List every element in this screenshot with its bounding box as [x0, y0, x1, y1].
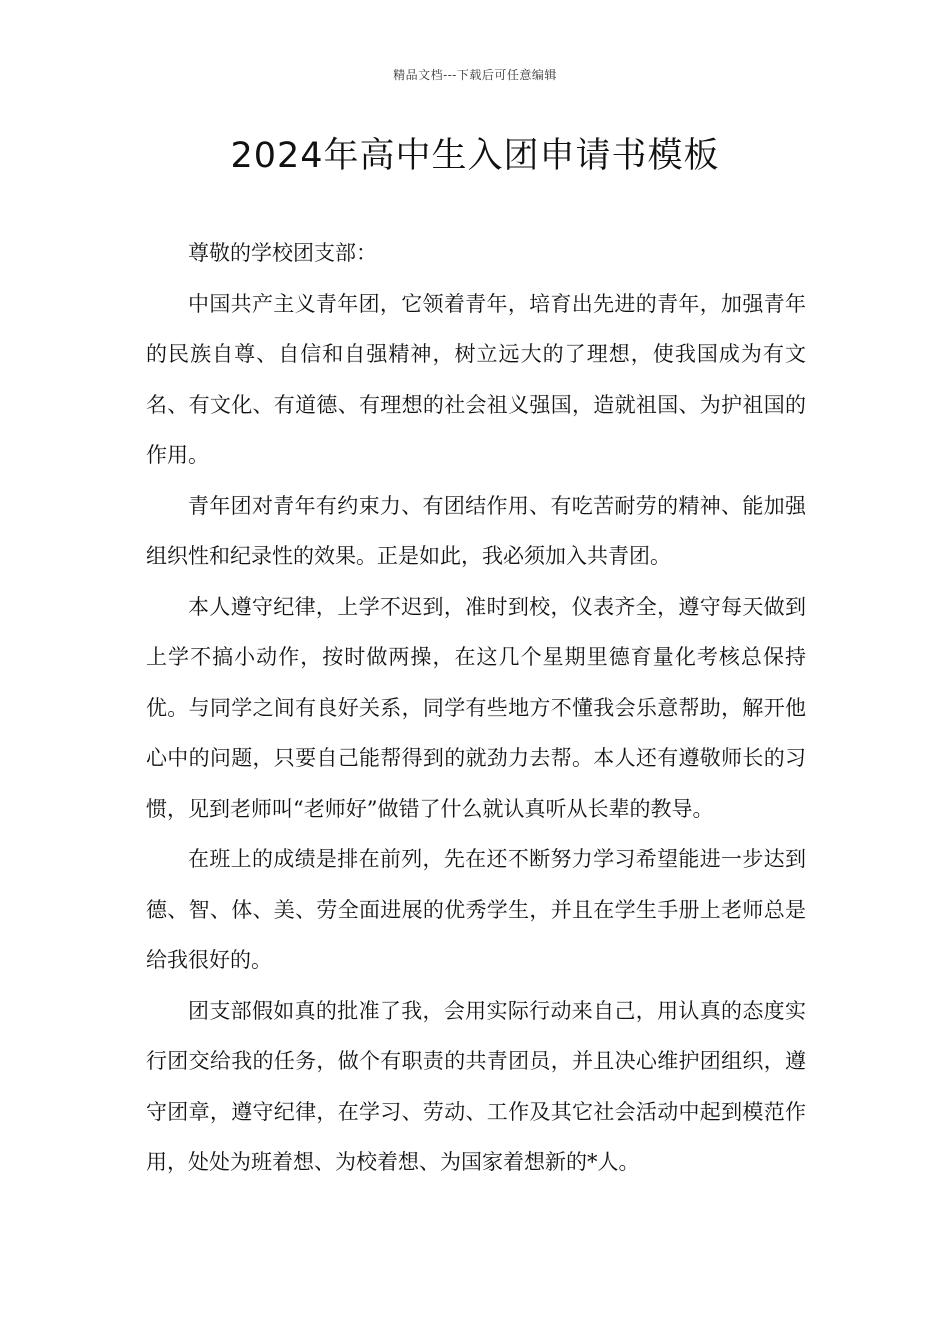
document-body — [146, 228, 806, 1188]
paragraph-1: 中国共产主义青年团，它领着青年，培育出先进的青年，加强青年的民族自尊、自信和自强精神，树立远大的了理想，使我国成为有文名、有文化、有道德、有理想的社会祖义强国，造就祖国、为护祖国的作用。 — [146, 291, 806, 467]
salutation: 尊敬的学校团支部： — [188, 241, 377, 265]
paragraph-3: 本人遵守纪律，上学不迟到，准时到校，仪表齐全，遵守每天做到上学不搞小动作，按时做两操，在这几个星期里德育量化考核总保持优。与同学之间有良好关系，同学有些地方不懂我会乐意帮助，解开他心中的问题，只要自己能帮得到的就劲力去帮。本人还有遵敬师长的习惯，见到老师叫“老师好”做错了什么就认真听从长辈的教导。 — [146, 594, 806, 821]
paragraph-5: 团支部假如真的批准了我，会用实际行动来自己，用认真的态度实行团交给我的任务，做个有职责的共青团员，并且决心维护团组织，遵守团章，遵守纪律，在学习、劳动、工作及其它社会活动中起到模范作用，处处为班着想、为校着想、为国家着想新的*人。 — [146, 998, 806, 1174]
document-title: 2024年高中生入团申请书模板 — [230, 136, 720, 176]
header-note: 精品文档---下载后可任意编辑 — [393, 68, 557, 82]
paragraph-4: 在班上的成绩是排在前列，先在还不断努力学习希望能进一步达到德、智、体、美、劳全面进展的优秀学生，并且在学生手册上老师总是给我很好的。 — [146, 847, 806, 972]
paragraph-2: 青年团对青年有约束力、有团结作用、有吃苦耐劳的精神、能加强组织性和纪录性的效果。正是如此，我必须加入共青团。 — [146, 493, 806, 568]
